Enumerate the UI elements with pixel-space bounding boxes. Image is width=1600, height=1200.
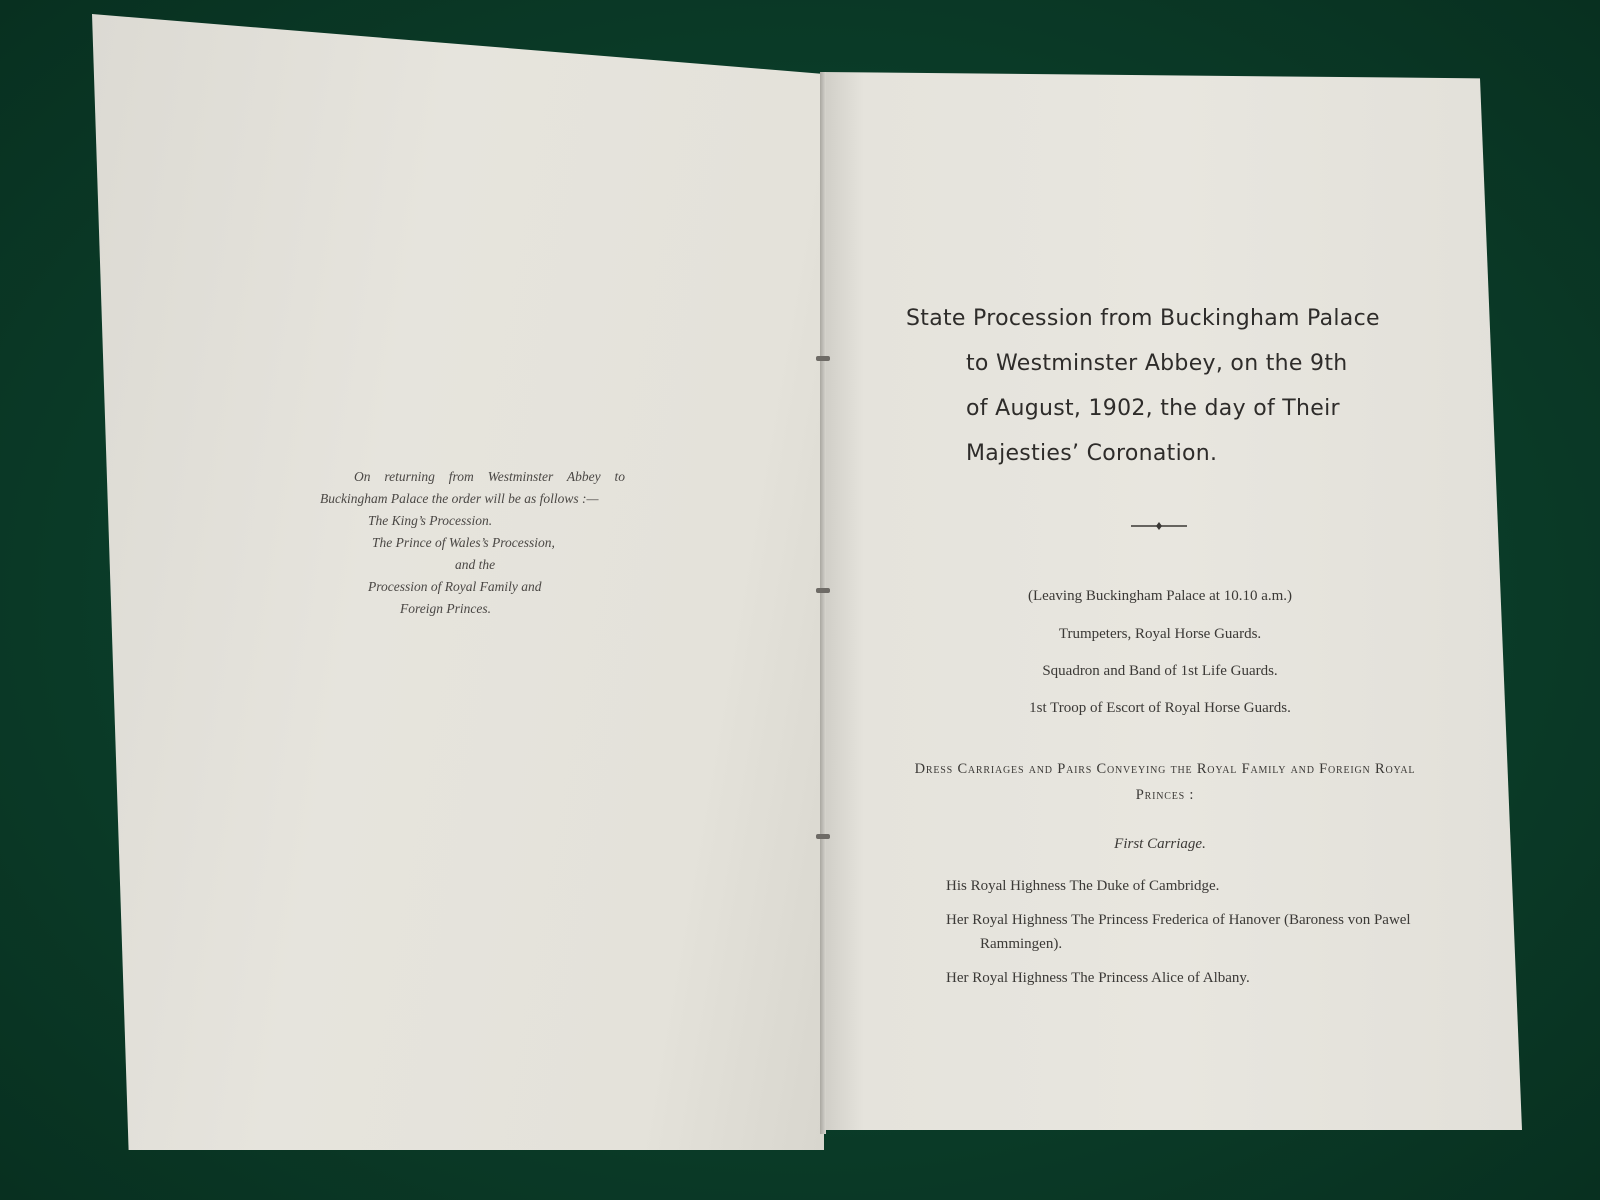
departure-time: (Leaving Buckingham Palace at 10.10 a.m.) bbox=[1027, 588, 1293, 604]
title-line: State Procession from Buckingham Palace bbox=[906, 306, 1380, 331]
spine-stitch bbox=[816, 588, 830, 593]
occupant-entry: Her Royal Highness The Princess Alice of Albany. bbox=[946, 970, 1250, 986]
document-title bbox=[906, 296, 1410, 476]
title-line: of August, 1902, the day of Their bbox=[966, 396, 1340, 421]
note-item-foreign-princes: Foreign Princes. bbox=[400, 601, 491, 616]
first-carriage-heading: First Carriage. bbox=[1114, 836, 1206, 852]
escort-line: Trumpeters, Royal Horse Guards. bbox=[1058, 626, 1262, 642]
divider-ornament-icon bbox=[1131, 521, 1187, 531]
note-intro: On returning from Westminster Abbey to Buckingham Palace the order will be as follows :— bbox=[320, 469, 625, 506]
book-spine bbox=[820, 72, 826, 1134]
title-line: Majesties’ Coronation. bbox=[966, 441, 1218, 466]
note-item-and-the: and the bbox=[454, 557, 496, 572]
spine-stitch bbox=[816, 356, 830, 361]
occupant-entry: Her Royal Highness The Princess Frederica of Hanover (Baroness von Pawel Rammingen). bbox=[946, 912, 1411, 952]
occupant-entry: His Royal Highness The Duke of Cambridge. bbox=[946, 878, 1220, 894]
note-item-prince-of-wales: The Prince of Wales’s Procession, bbox=[372, 535, 555, 550]
note-item-royal-family: Procession of Royal Family and bbox=[368, 579, 542, 594]
escort-line: 1st Troop of Escort of Royal Horse Guards. bbox=[1029, 700, 1291, 716]
note-item-kings-procession: The King’s Procession. bbox=[368, 513, 493, 528]
escort-line: Squadron and Band of 1st Life Guards. bbox=[1042, 663, 1278, 679]
carriages-heading: Dress Carriages and Pairs Conveying the Royal Family and Foreign Royal Princes : bbox=[914, 761, 1416, 803]
title-line: to Westminster Abbey, on the 9th bbox=[966, 351, 1348, 376]
spine-stitch bbox=[816, 834, 830, 839]
return-order-note bbox=[320, 466, 625, 620]
